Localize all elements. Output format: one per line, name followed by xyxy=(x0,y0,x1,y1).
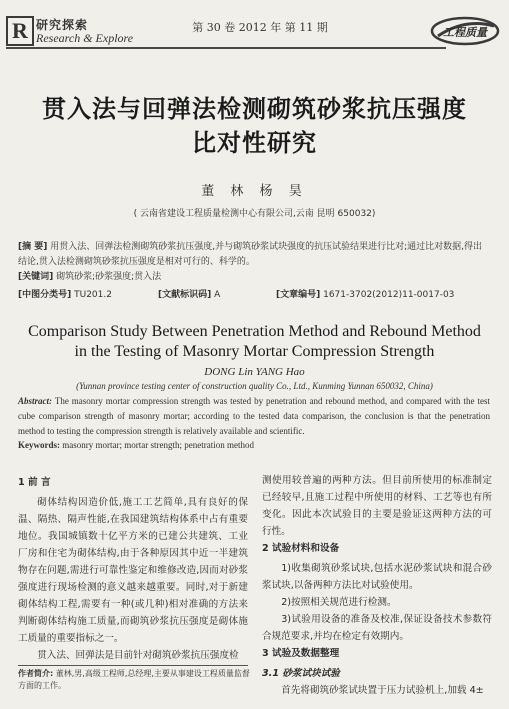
keywords-cn xyxy=(18,270,490,285)
body-column-right xyxy=(262,472,492,699)
section-heading-2: 2 试验材料和设备 xyxy=(262,543,340,554)
paper-title-en-line2: in the Testing of Masonry Mortar Compression Strength xyxy=(74,343,435,360)
paper-title-cn-line2: 比对性研究 xyxy=(192,128,317,157)
footnote-text: 董林,男,高级工程师,总经理,主要从事建设工程质量监督方面的工作。 xyxy=(18,669,250,690)
section-name-cn: 研究探索 xyxy=(36,18,89,32)
doc-code-field xyxy=(158,287,220,300)
clc-label: [中图分类号] xyxy=(18,290,72,300)
body-paragraph: 测使用较普遍的两种方法。但目前所使用的标准制定已经较早,且施工过程中所使用的材料、工艺等也有所变化。因此本次试验目的主要是验证这两种方法的可行性。 xyxy=(262,475,492,537)
article-no-value: 1671-3702(2012)11-0017-03 xyxy=(323,290,455,300)
journal-logo-icon xyxy=(430,14,500,48)
list-item: 1)收集砌筑砂浆试块,包括水泥砂浆试块和混合砂浆试块,以备两种方法比对试验使用。 xyxy=(262,563,492,591)
authors-en: DONG Lin YANG Hao xyxy=(204,366,305,378)
section-heading-3: 3 试验及数据整理 xyxy=(262,648,340,659)
doc-code-label: [文献标识码] xyxy=(158,290,212,300)
abstract-cn-body xyxy=(18,240,490,270)
body-paragraph: 贯入法、回弹法是目前针对砌筑砂浆抗压强度检 xyxy=(37,650,239,661)
abstract-cn-label: [摘 要] xyxy=(18,242,48,252)
list-item: 3)试验用设备的准备及校准,保证设备技术参数符合规范要求,并均在检定有效期内。 xyxy=(262,614,492,642)
article-no-field xyxy=(276,287,454,300)
clc-field xyxy=(18,287,112,300)
keywords-cn-label: [关键词] xyxy=(18,272,54,282)
section-heading-1: 1 前 言 xyxy=(18,477,51,488)
keywords-en xyxy=(18,440,490,450)
paper-title-cn-line1: 贯入法与回弹法检测砌筑砂浆抗压强度 xyxy=(42,94,467,123)
abstract-en-text: The masonry mortar compression strength was tested by penetration and rebound method, and compared with the test cube comparison strength of masonry mortar; according to the tested data comparison, the conclusion is that the penetration method to testing the compression strength is relatively available and scientific. xyxy=(18,396,490,436)
abstract-cn-text: 用贯入法、回弹法检测砌筑砂浆抗压强度,并与砌筑砂浆试块强度的抗压试验结果进行比对;通过比对数据,得出结论,贯入法检测砌筑砂浆抗压强度是相对可行的、科学的。 xyxy=(18,242,483,267)
journal-logo-text: 工程质量 xyxy=(443,26,487,39)
section-r-emblem: R xyxy=(6,16,34,46)
paper-title-cn xyxy=(20,92,489,160)
abstract-en xyxy=(18,394,490,439)
section-name-en: Research & Explore xyxy=(36,31,134,45)
clc-value: TU201.2 xyxy=(74,290,112,300)
doc-code-value: A xyxy=(214,290,221,300)
body-paragraph: 砌体结构因造价低,施工工艺简单,具有良好的保温、隔热、隔声性能,在我国建筑结构体系中占有重要地位。我国城镇数十亿平方米的已建公共建筑、工业厂房和住宅为砌体结构,由于各种原因其中近一半建筑物存在问题,需进行可靠性鉴定和维修改造,因而对砂浆强度进行现场检测的意义越来越重要。同时,对于新建砌体结构工程,需要有一种(或几种)相对准确的方法来判断砌体结构施工质量,而砌筑砂浆抗压强度是砌体施工质量的重要指标之一。 xyxy=(18,497,248,644)
keywords-cn-text: 砌筑砂浆;砂浆强度;贯入法 xyxy=(56,272,162,282)
journal-header xyxy=(0,0,509,58)
keywords-en-label: Keywords: xyxy=(18,440,60,450)
abstract-cn xyxy=(18,240,490,285)
subsection-heading-3-1: 3.1 砂浆试块试验 xyxy=(262,668,340,679)
list-item: 2)按照相关规范进行检测。 xyxy=(281,597,397,608)
abstract-en-label: Abstract: xyxy=(18,396,53,406)
footnote-label: 作者简介: xyxy=(18,669,54,678)
keywords-en-text: masonry mortar; mortar strength; penetration method xyxy=(62,440,254,450)
issue-info: 第 30 卷 2012 年 第 11 期 xyxy=(192,21,328,34)
body-column-left xyxy=(18,474,248,664)
article-no-label: [文章编号] xyxy=(276,290,321,300)
affiliation-cn: ( 云南省建设工程质量检测中心有限公司,云南 昆明 650032) xyxy=(133,209,376,219)
header-rule xyxy=(6,47,446,49)
footnote-rule xyxy=(18,665,248,666)
affiliation-en: (Yunnan province testing center of construction quality Co., Ltd., Kunming Yunnan 650032, China) xyxy=(76,381,433,391)
author-footnote xyxy=(18,668,250,692)
paper-title-en-line1: Comparison Study Between Penetration Method and Rebound Method xyxy=(28,323,481,340)
authors-cn: 董 林 杨 昊 xyxy=(201,184,308,199)
paper-title-en xyxy=(20,322,489,362)
body-paragraph: 首先将砌筑砂浆试块置于压力试验机上,加载 4± xyxy=(281,685,484,696)
